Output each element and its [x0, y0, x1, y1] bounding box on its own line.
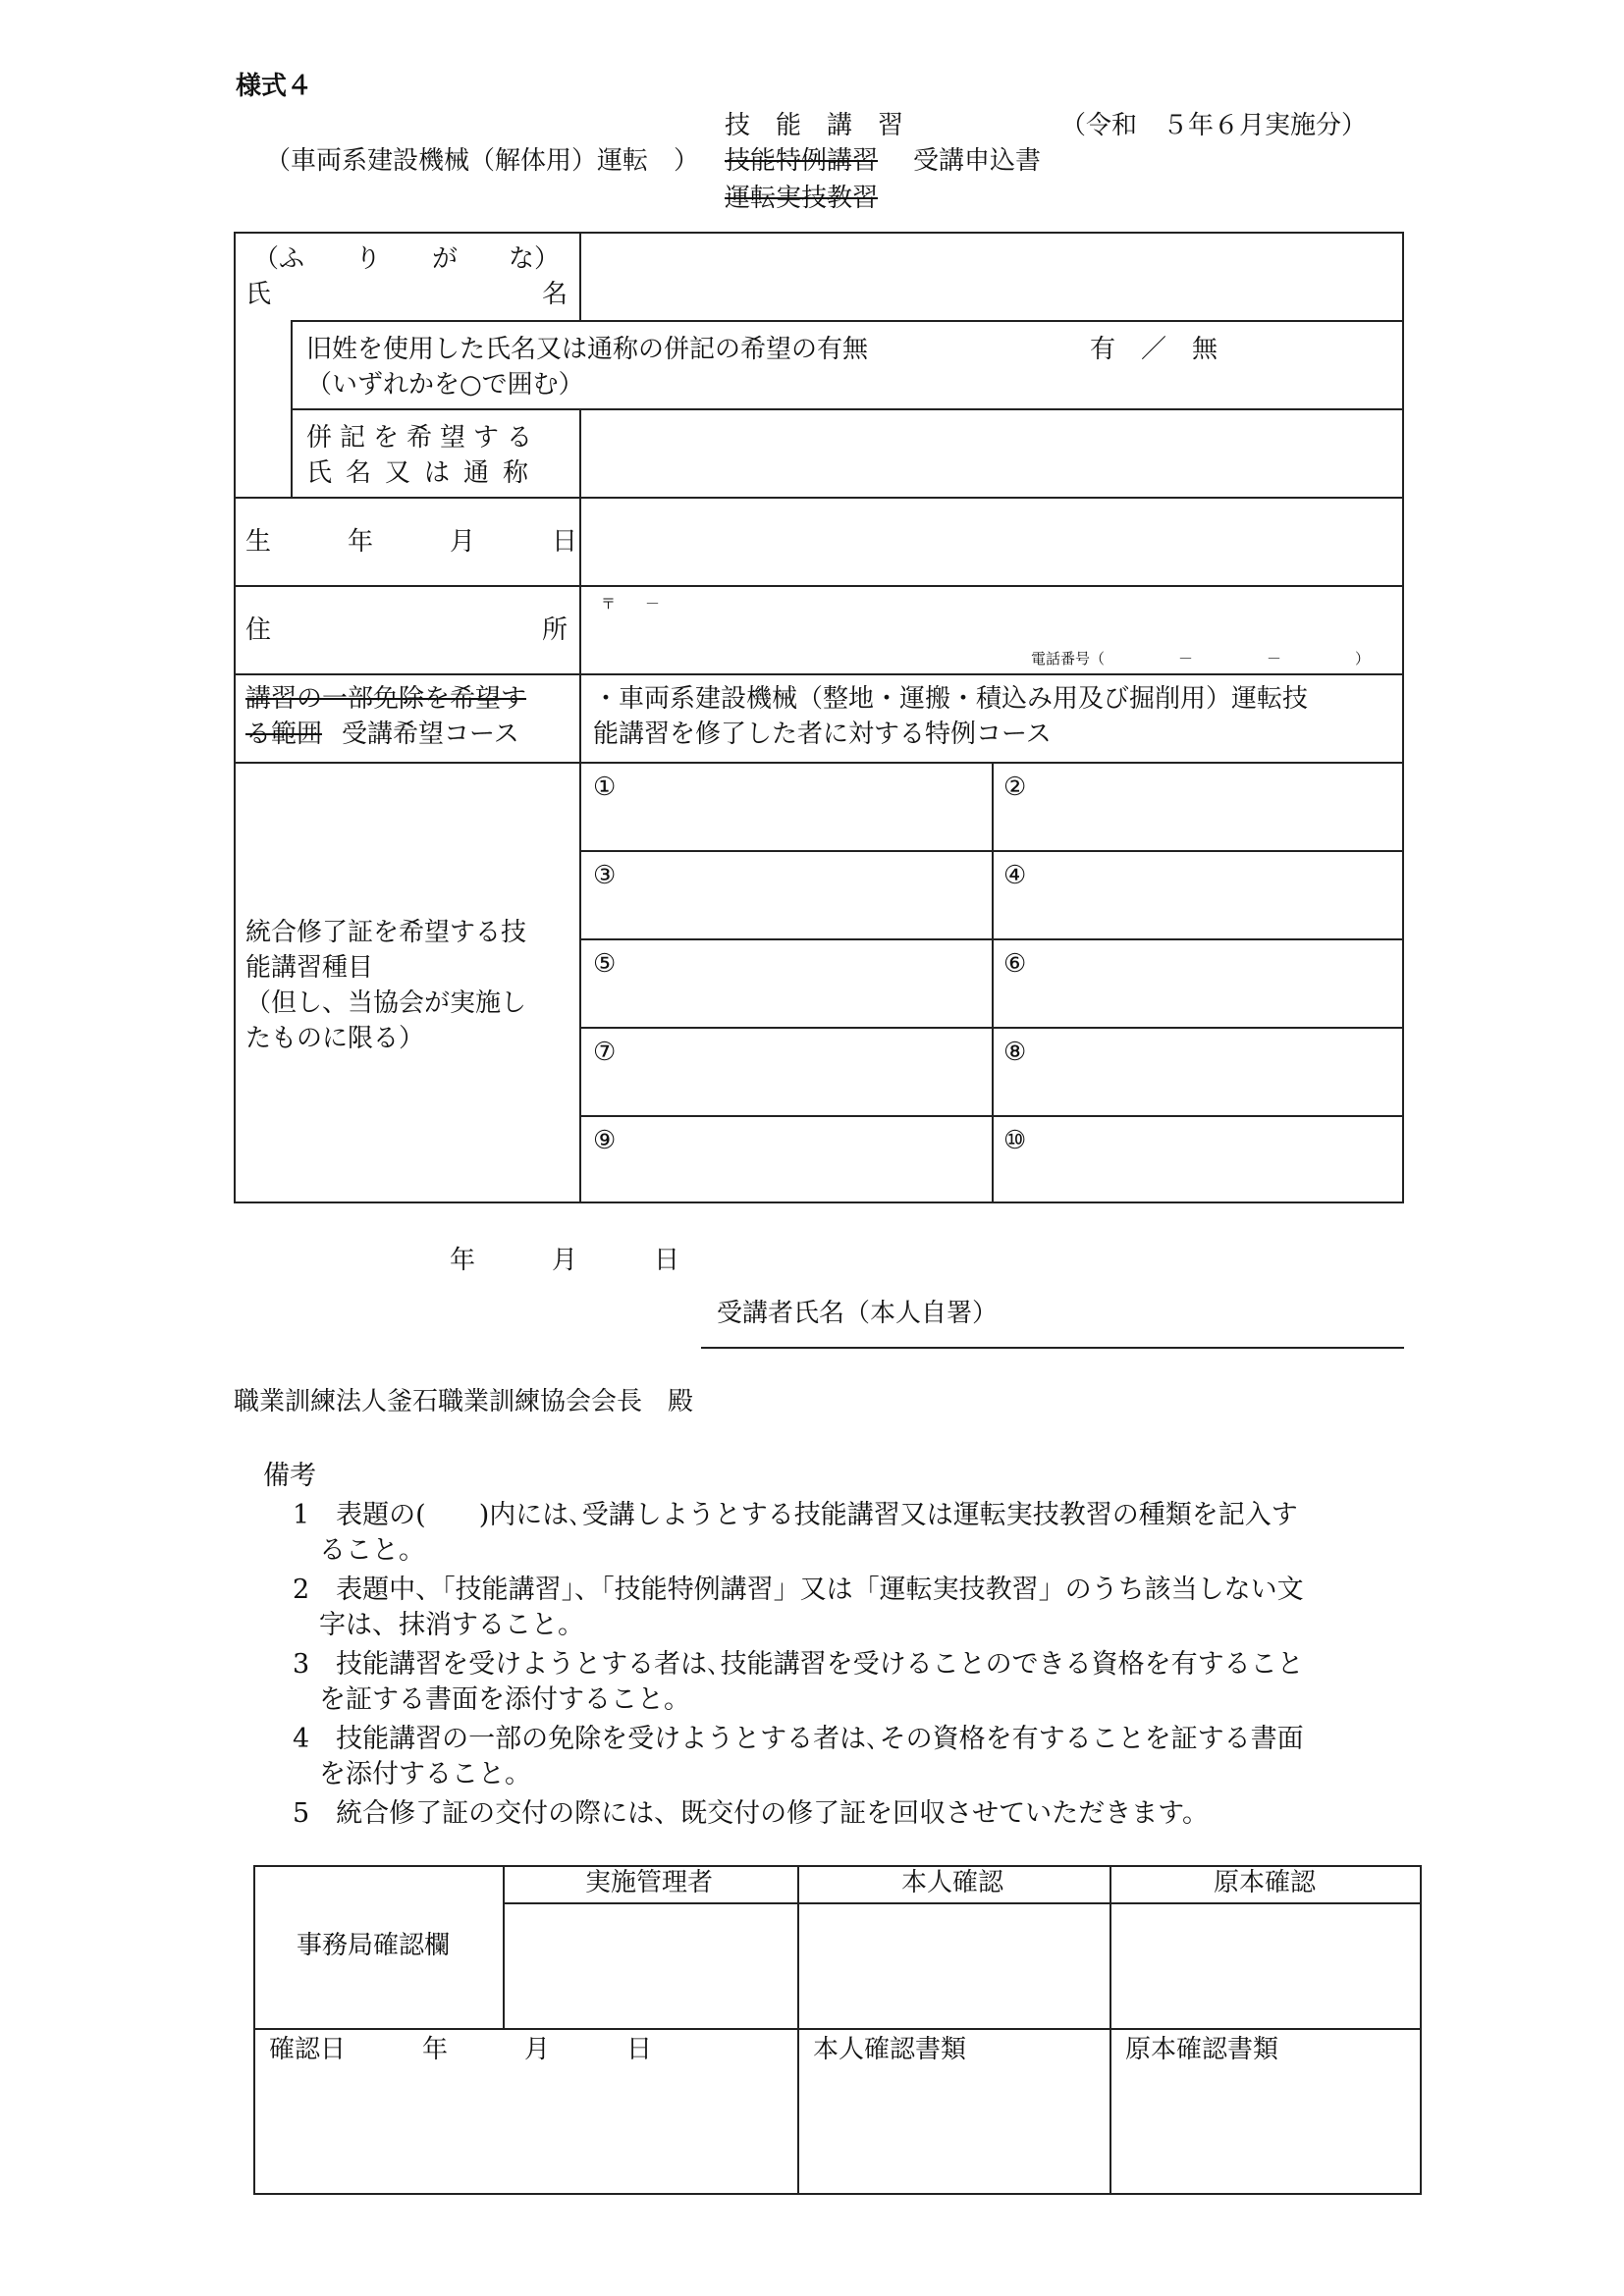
name-label-right: 名: [542, 280, 568, 309]
yes-no-choice[interactable]: 有 ／ 無: [1090, 335, 1218, 364]
slot-5[interactable]: ⑤: [593, 949, 617, 979]
name-field[interactable]: [585, 236, 1400, 316]
title-strike-special: 技能特例講習: [725, 146, 879, 176]
remarks-title: 備考: [263, 1461, 316, 1491]
address-label-right: 所: [542, 615, 568, 645]
slot-7[interactable]: ⑦: [593, 1038, 617, 1067]
slot-9[interactable]: ⑨: [593, 1126, 617, 1155]
id-docs-label: 本人確認書類: [813, 2035, 967, 2064]
remark-1-line2: ること。: [293, 1535, 425, 1566]
remark-3-line2: を証する書面を添付すること。: [293, 1684, 690, 1715]
slot-4[interactable]: ④: [1003, 861, 1027, 890]
slot-1[interactable]: ①: [593, 773, 617, 802]
confirm-date[interactable]: 確認日 年 月 日: [269, 2035, 653, 2064]
slot-6[interactable]: ⑥: [1003, 949, 1027, 979]
remark-5-line1: 5 統合修了証の交付の際には、既交付の修了証を回収させていただきます。: [293, 1798, 1210, 1829]
course-label-strike-2: る範囲: [245, 720, 323, 749]
slot-3[interactable]: ③: [593, 861, 617, 890]
integ-label-3: （但し、当協会が実施し: [245, 988, 527, 1018]
header-implementation-manager: 実施管理者: [585, 1868, 714, 1897]
slot-2[interactable]: ②: [1003, 773, 1027, 802]
office-label: 事務局確認欄: [297, 1931, 451, 1960]
maiden-instruction: （いずれかを○で囲む）: [306, 370, 584, 400]
title-prefix: （車両系建設機械（解体用）運転 ）: [265, 146, 700, 176]
integ-label-1: 統合修了証を希望する技: [245, 918, 527, 947]
slot-8[interactable]: ⑧: [1003, 1038, 1027, 1067]
title-line1: 技 能 講 習: [725, 111, 904, 140]
combined-name-label-2: 氏名又は通称: [306, 458, 543, 488]
maiden-question: 旧姓を使用した氏名又は通称の併記の希望の有無: [306, 335, 869, 364]
remark-4-line1: 4 技能講習の一部の免除を受けようとする者は､その資格を有することを証する書面: [293, 1724, 1304, 1754]
address-field[interactable]: [585, 589, 1400, 669]
title-date-note: （令和 ５年６月実施分）: [1060, 111, 1368, 140]
phone-label: 電話番号（ － － ）: [1031, 650, 1371, 667]
addressee: 職業訓練法人釜石職業訓練協会会長 殿: [234, 1387, 694, 1416]
integ-label-4: たものに限る）: [245, 1024, 425, 1053]
remark-2-line1: 2 表題中、「技能講習」、「技能特例講習」又は「運転実技教習」のうち該当しない文: [293, 1575, 1304, 1605]
remark-1-line1: 1 表題の( )内には､受講しようとする技能講習又は運転実技教習の種類を記入す: [293, 1500, 1298, 1530]
remark-3-line1: 3 技能講習を受けようとする者は､技能講習を受けることのできる資格を有すること: [293, 1649, 1304, 1680]
combined-name-label-1: 併記を希望する: [306, 423, 541, 453]
header-original-check: 原本確認: [1214, 1868, 1317, 1897]
birth-date-field[interactable]: [585, 501, 1400, 581]
remark-4-line2: を添付すること。: [293, 1759, 531, 1789]
remark-2-line2: 字は、抹消すること。: [293, 1610, 584, 1640]
signature-label: 受講者氏名（本人自署）: [717, 1299, 999, 1328]
postal-mark: 〒 －: [601, 595, 661, 613]
course-label: 受講希望コース: [342, 720, 519, 749]
title-strike-driving: 運転実技教習: [725, 184, 879, 213]
furigana-label: （ふ り が な）: [253, 244, 561, 274]
header-identity-check: 本人確認: [901, 1868, 1004, 1897]
orig-docs-label: 原本確認書類: [1125, 2035, 1279, 2064]
signature-line[interactable]: [701, 1347, 1404, 1349]
birth-date-label: 生 年 月 日: [245, 527, 578, 557]
application-date[interactable]: 年 月 日: [450, 1246, 680, 1275]
address-label-left: 住: [245, 615, 272, 645]
combined-name-field[interactable]: [585, 412, 1400, 493]
course-value-line2: 能講習を修了した者に対する特例コース: [593, 720, 1052, 749]
slot-10[interactable]: ⑩: [1003, 1126, 1027, 1155]
title-suffix: 受講申込書: [913, 146, 1042, 176]
implementation-manager-field[interactable]: [507, 1906, 793, 2024]
form-number: 様式４: [236, 72, 313, 101]
name-label-left: 氏: [245, 280, 272, 309]
course-label-strike-1: 講習の一部免除を希望す: [245, 684, 527, 714]
integ-label-2: 能講習種目: [245, 953, 374, 983]
course-value-line1: ・車両系建設機械（整地・運搬・積込み用及び掘削用）運転技: [593, 684, 1309, 714]
identity-check-field[interactable]: [801, 1906, 1106, 2024]
original-check-field[interactable]: [1113, 1906, 1418, 2024]
